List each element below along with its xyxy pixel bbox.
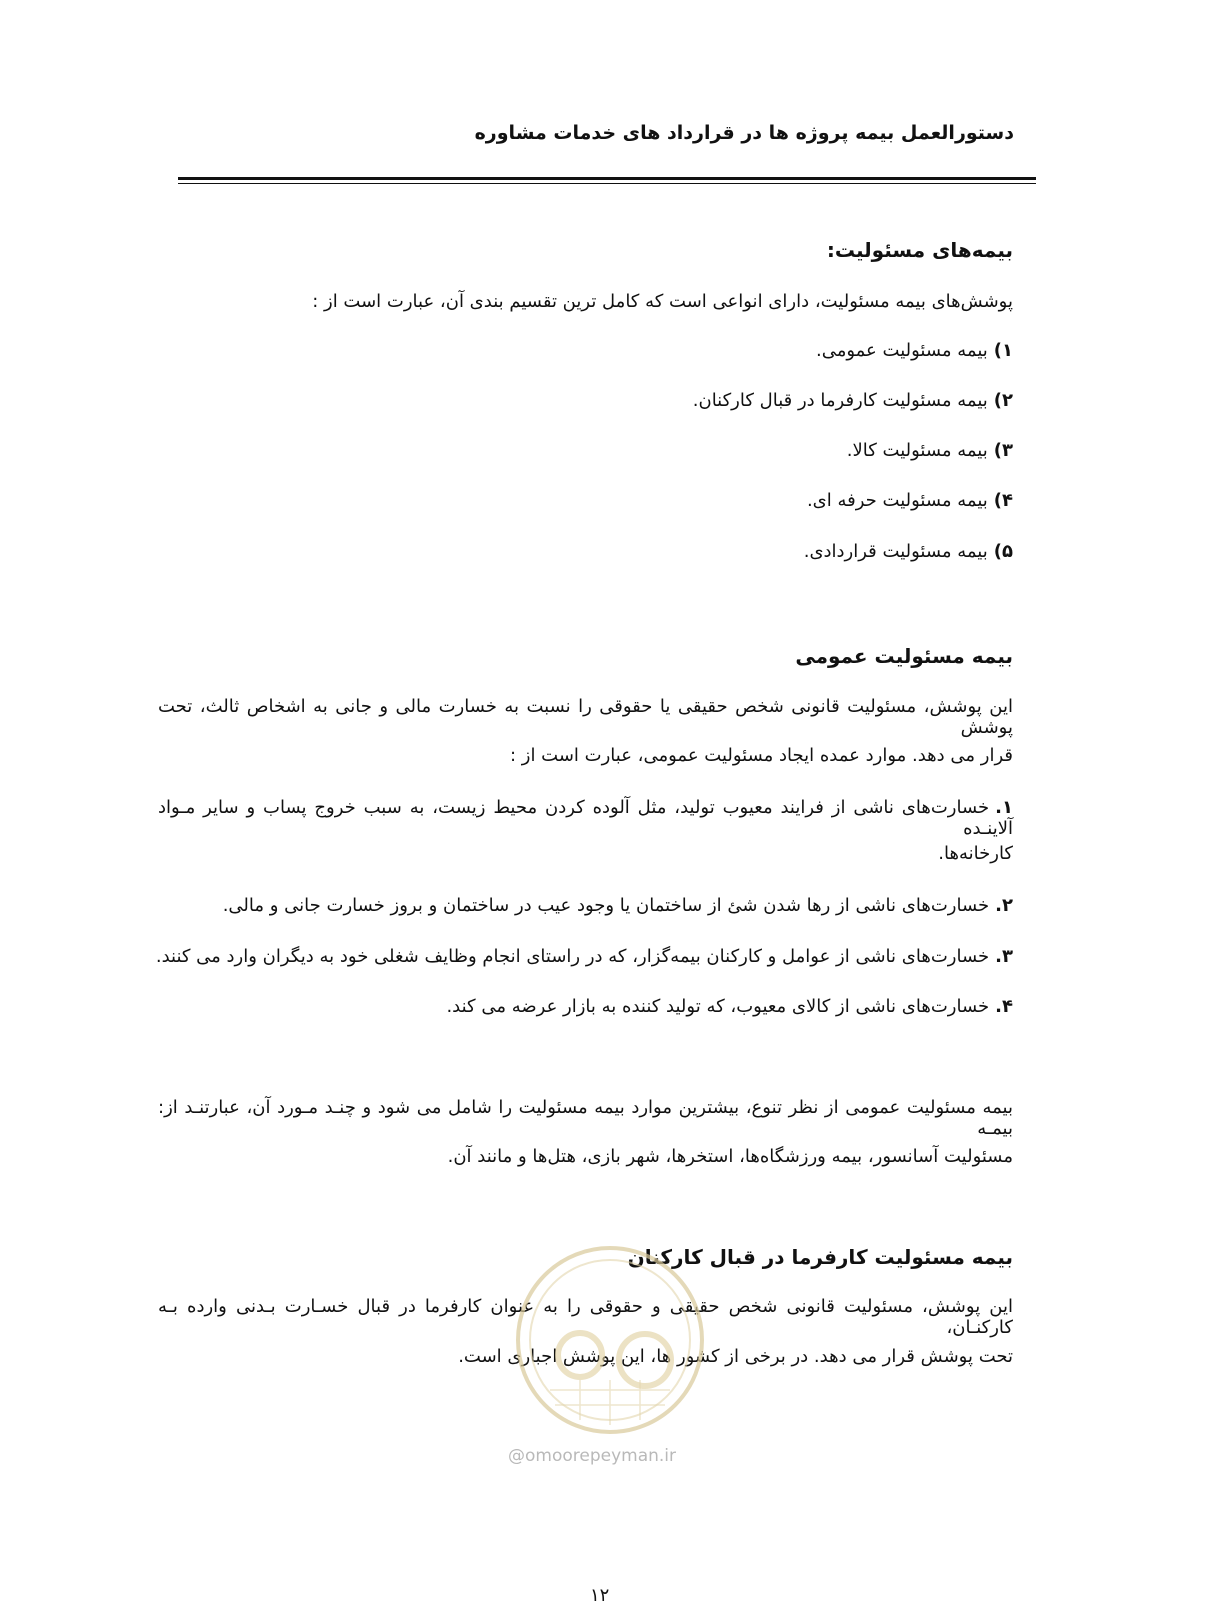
list-item-number: ۱) bbox=[993, 340, 1013, 361]
list-item-text: خسارت‌های ناشی از عوامل و کارکنان بیمه‌گزار، که در راستای انجام وظایف شغلی خود به دیگران وارد می کنند. bbox=[155, 946, 990, 967]
list-item-continuation: کارخانه‌ها. bbox=[938, 843, 1013, 864]
section1-intro: پوشش‌های بیمه مسئولیت، دارای انواعی است که کامل ترین تقسیم بندی آن، عبارت است از : bbox=[312, 291, 1013, 312]
list-item-number: ۳) bbox=[993, 440, 1013, 461]
list-item-text: خسارت‌های ناشی از کالای معیوب، که تولید کننده به بازار عرضه می کند. bbox=[446, 996, 990, 1017]
list-item-text: بیمه مسئولیت حرفه ای. bbox=[806, 490, 988, 511]
section-heading-general-liability: بیمه مسئولیت عمومی bbox=[795, 644, 1013, 668]
list-item-number: ۲. bbox=[995, 895, 1013, 916]
watermark-logo bbox=[500, 1240, 720, 1480]
list-item-text: خسارت‌های ناشی از فرایند معیوب تولید، مثل آلوده کردن محیط زیست، به سبب خروج پساب و سایر مـواد آلاینـده bbox=[158, 797, 1013, 839]
list-item-number: ۱. bbox=[995, 797, 1013, 818]
header-rule-thin bbox=[178, 183, 1036, 184]
header-rule-thick bbox=[178, 177, 1036, 180]
list-item-text: بیمه مسئولیت عمومی. bbox=[815, 340, 988, 361]
list-item-number: ۲) bbox=[993, 390, 1013, 411]
list-item-text: بیمه مسئولیت قراردادی. bbox=[803, 541, 988, 562]
watermark-seal-icon bbox=[500, 1240, 720, 1440]
list-item bbox=[804, 541, 1013, 562]
section3-paragraph-line2: تحت پوشش قرار می دهد. در برخی از کشور ها، این پوشش اجباری است. bbox=[458, 1346, 1013, 1367]
list-item bbox=[693, 390, 1013, 411]
list-item bbox=[446, 996, 1013, 1017]
list-item-number: ۵) bbox=[993, 541, 1013, 562]
list-item-text: خسارت‌های ناشی از رها شدن شئ از ساختمان یا وجود عیب در ساختمان و بروز خسارت جانی و مالی. bbox=[222, 895, 990, 916]
list-item-number: ۴) bbox=[993, 490, 1013, 511]
section2-closing-line1: بیمه مسئولیت عمومی از نظر تنوع، بیشترین موارد بیمه مسئولیت را شامل می شود و چنـد مـورد آن، عبارتنـد از: بیمـه bbox=[158, 1097, 1013, 1139]
section-heading-employer-liability: بیمه مسئولیت کارفرما در قبال کارکنان bbox=[627, 1245, 1013, 1269]
section3-paragraph-line1: این پوشش، مسئولیت قانونی شخص حقیقی و حقوقی را به عنوان کارفرما در قبال خسـارت بـدنی وارده بـه کارکنـان، bbox=[158, 1296, 1013, 1338]
list-item bbox=[158, 797, 1013, 839]
list-item bbox=[807, 490, 1013, 511]
list-item bbox=[223, 895, 1013, 916]
list-item-number: ۴. bbox=[995, 996, 1013, 1017]
watermark-text: @omoorepeyman.ir bbox=[508, 1446, 677, 1466]
list-item bbox=[847, 440, 1013, 461]
running-header-title: دستورالعمل بیمه پروژه ها در قرارداد های خدمات مشاوره bbox=[474, 122, 1014, 144]
list-item bbox=[816, 340, 1013, 361]
list-item-text: بیمه مسئولیت کالا. bbox=[846, 440, 988, 461]
list-item bbox=[156, 946, 1013, 967]
list-item-number: ۳. bbox=[995, 946, 1013, 967]
section2-closing-line2: مسئولیت آسانسور، بیمه ورزشگاه‌ها، استخرها، شهر بازی، هتل‌ها و مانند آن. bbox=[447, 1146, 1013, 1167]
section2-paragraph-line2: قرار می دهد. موارد عمده ایجاد مسئولیت عمومی، عبارت است از : bbox=[509, 745, 1013, 766]
page-number: ۱۲ bbox=[590, 1585, 610, 1606]
list-item-text: بیمه مسئولیت کارفرما در قبال کارکنان. bbox=[692, 390, 988, 411]
section2-paragraph-line1: این پوشش، مسئولیت قانونی شخص حقیقی یا حقوقی را نسبت به خسارت مالی و جانی به اشخاص ثالث، تحت پوشش bbox=[158, 696, 1013, 738]
section-heading-liability-insurance: بیمه‌های مسئولیت: bbox=[826, 238, 1013, 262]
